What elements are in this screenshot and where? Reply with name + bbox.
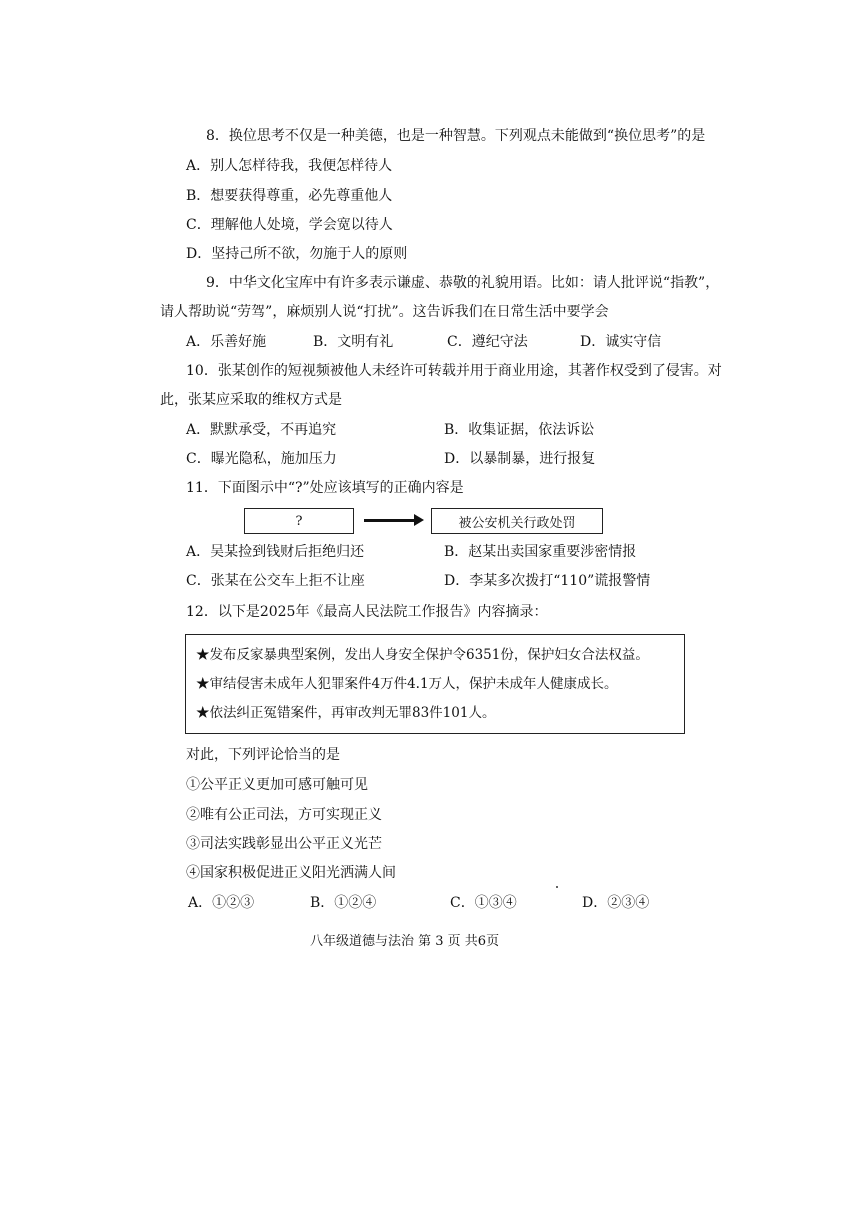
diagram-box-unknown-label: ? — [295, 513, 303, 529]
q12-prompt: 对此，下列评论恰当的是 — [186, 747, 340, 763]
q8-option-b: B．想要获得尊重，必先尊重他人 — [186, 188, 393, 204]
report-excerpt-box — [185, 634, 685, 734]
diagram-arrow-shaft — [364, 519, 416, 522]
q8-option-a: A．别人怎样待我，我便怎样待人 — [186, 158, 393, 174]
q10-option-a: A．默默承受，不再追究 — [186, 422, 337, 438]
q10-stem-line2: 此，张某应采取的维权方式是 — [160, 392, 342, 408]
report-item-1: ★发布反家暴典型案例，发出人身安全保护令6351份，保护妇女合法权益。 — [196, 647, 649, 663]
q12-option-d: D．②③④ — [582, 895, 650, 911]
q10-stem-line1: 10．张某创作的短视频被他人未经许可转载并用于商业用途，其著作权受到了侵害。对 — [186, 363, 722, 379]
q12-option-c: C．①③④ — [450, 895, 517, 911]
q11-option-d: D．李某多次拨打“110”谎报警情 — [444, 573, 651, 589]
q9-option-a: A．乐善好施 — [186, 334, 267, 350]
diagram-box-unknown — [244, 508, 354, 534]
diagram-box-result-label: 被公安机关行政处罚 — [458, 515, 576, 531]
arrow-right-icon — [414, 514, 424, 526]
report-item-3: ★依法纠正冤错案件，再审改判无罪83件101人。 — [196, 705, 496, 721]
q10-option-d: D．以暴制暴，进行报复 — [444, 451, 596, 467]
q10-option-b: B．收集证据，依法诉讼 — [444, 422, 595, 438]
q9-option-c: C．遵纪守法 — [447, 334, 528, 350]
q8-stem: 8．换位思考不仅是一种美德，也是一种智慧。下列观点未能做到“换位思考”的是 — [206, 128, 706, 144]
q11-option-b: B．赵某出卖国家重要涉密情报 — [444, 544, 637, 560]
scan-speck — [556, 886, 558, 888]
q12-statement-4: ④国家积极促进正义阳光洒满人间 — [186, 865, 396, 881]
q12-statement-3: ③司法实践彰显出公平正义光芒 — [186, 836, 382, 852]
q11-option-c: C．张某在公交车上拒不让座 — [186, 573, 365, 589]
q11-stem: 11．下面图示中“?”处应该填写的正确内容是 — [186, 480, 464, 496]
q10-option-c: C．曝光隐私，施加压力 — [186, 451, 337, 467]
q12-statement-2: ②唯有公正司法，方可实现正义 — [186, 807, 382, 823]
q9-option-b: B．文明有礼 — [313, 334, 394, 350]
q11-option-a: A．吴某捡到钱财后拒绝归还 — [186, 544, 365, 560]
q9-option-d: D．诚实守信 — [580, 334, 662, 350]
q12-statement-1: ①公平正义更加可感可触可见 — [186, 777, 368, 793]
q12-option-b: B．①②④ — [310, 895, 377, 911]
diagram-box-result — [431, 508, 603, 534]
q9-stem-line2: 请人帮助说“劳驾”，麻烦别人说“打扰”。这告诉我们在日常生活中要学会 — [160, 304, 609, 320]
q8-option-d: D．坚持己所不欲，勿施于人的原则 — [186, 246, 408, 262]
page-footer: 八年级道德与法治 第 3 页 共6页 — [310, 934, 500, 949]
q9-stem-line1: 9．中华文化宝库中有许多表示谦虚、恭敬的礼貌用语。比如：请人批评说“指教”， — [206, 275, 720, 291]
q12-stem: 12．以下是2025年《最高人民法院工作报告》内容摘录： — [186, 604, 548, 620]
q12-option-a: A．①②③ — [188, 895, 255, 911]
report-item-2: ★审结侵害未成年人犯罪案件4万件4.1万人，保护未成年人健康成长。 — [196, 676, 618, 692]
q8-option-c: C．理解他人处境，学会宽以待人 — [186, 217, 393, 233]
